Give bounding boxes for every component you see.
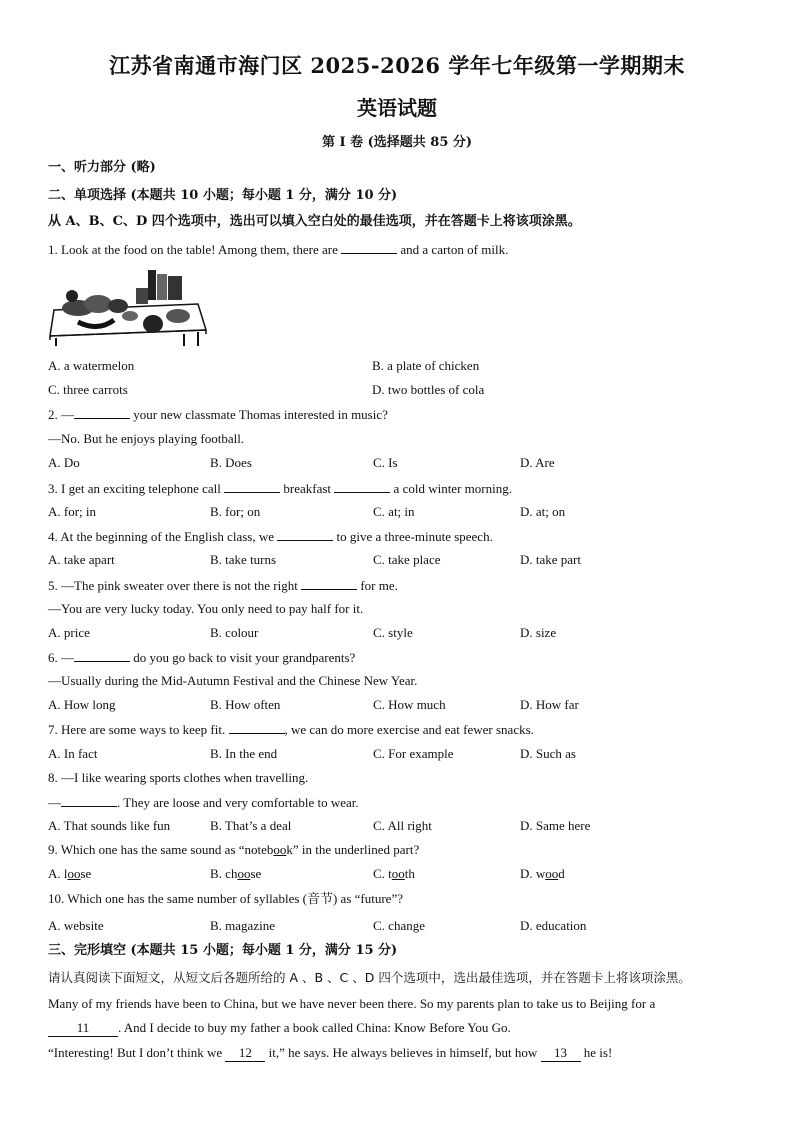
q4-option-d: D. take part (520, 552, 582, 567)
q8-option-c: C. All right (373, 818, 432, 833)
question-1: 1. Look at the food on the table! Among them, there are and a carton of milk. (48, 242, 509, 257)
q10-option-a: A. website (48, 918, 104, 933)
question-9: 9. Which one has the same sound as “notebook” in the underlined part? (48, 842, 420, 857)
passage-line-2: 11 . And I decide to buy my father a book called China: Know Before You Go. (48, 1020, 511, 1037)
q7-option-b: B. In the end (210, 746, 278, 761)
answer-blank (61, 794, 117, 807)
q4-option-c: C. take place (373, 552, 441, 567)
q9-option-d: D. wood (520, 866, 565, 881)
question-5: 5. —The pink sweater over there is not the right for me. (48, 578, 398, 593)
q1-option-b: B. a plate of chicken (372, 358, 480, 373)
food-table-illustration (48, 264, 208, 348)
q9-option-c: C. tooth (373, 866, 415, 881)
cloze-instructions: 请认真阅读下面短文，从短文后各题所给的 A 、B 、C 、D 四个选项中，选出最佳选项，并在答题卡上将该项涂黑。 (48, 970, 691, 985)
q10-option-d: D. education (520, 918, 587, 933)
q5-option-b: B. colour (210, 625, 259, 640)
volume-heading: 第 I 卷 (选择题共 85 分) (321, 135, 473, 150)
section-single-choice: 二、单项选择 (本题共 10 小题；每小题 1 分，满分 10 分) (48, 188, 398, 203)
q5-option-c: C. style (373, 625, 413, 640)
section-cloze: 三、完形填空 (本题共 15 小题；每小题 1 分，满分 15 分) (48, 943, 398, 958)
q7-option-a: A. In fact (48, 746, 98, 761)
question-2-response: —No. But he enjoys playing football. (48, 431, 245, 446)
q8-option-b: B. That’s a deal (210, 818, 292, 833)
q6-option-c: C. How much (373, 697, 446, 712)
q3-option-c: C. at; in (373, 504, 415, 519)
q7-option-c: C. For example (373, 746, 454, 761)
q4-option-b: B. take turns (210, 552, 277, 567)
cloze-blank-11: 11 (48, 1020, 118, 1037)
question-4: 4. At the beginning of the English class, we to give a three-minute speech. (48, 529, 493, 544)
exam-subject: 英语试题 (357, 96, 437, 120)
answer-blank (334, 480, 390, 493)
q5-option-d: D. size (520, 625, 557, 640)
question-5-response: —You are very lucky today. You only need to pay half for it. (48, 601, 364, 616)
q4-option-a: A. take apart (48, 552, 115, 567)
q8-option-d: D. Same here (520, 818, 591, 833)
answer-blank (74, 649, 130, 662)
section-listening: 一、听力部分 (略) (48, 160, 156, 175)
q7-option-d: D. Such as (520, 746, 576, 761)
q2-option-b: B. Does (210, 455, 252, 470)
q9-option-b: B. choose (210, 866, 262, 881)
exam-title: 江苏省南通市海门区 2025-2026 学年七年级第一学期期末 (109, 53, 685, 78)
question-6-response: —Usually during the Mid-Autumn Festival and the Chinese New Year. (48, 673, 418, 688)
question-3: 3. I get an exciting telephone call breakfast a cold winter morning. (48, 481, 512, 496)
section-instructions: 从 A、B、C、D 四个选项中，选出可以填入空白处的最佳选项，并在答题卡上将该项涂黑。 (48, 214, 581, 229)
answer-blank (224, 480, 280, 493)
answer-blank (341, 241, 397, 254)
q9-option-a: A. loose (48, 866, 92, 881)
answer-blank (74, 406, 130, 419)
answer-blank (229, 721, 285, 734)
cloze-blank-13: 13 (541, 1045, 581, 1062)
q1-option-c: C. three carrots (48, 382, 128, 397)
q1-option-d: D. two bottles of cola (372, 382, 485, 397)
question-2: 2. — your new classmate Thomas interested in music? (48, 407, 388, 422)
q10-option-b: B. magazine (210, 918, 275, 933)
q3-option-a: A. for; in (48, 504, 97, 519)
q1-option-a: A. a watermelon (48, 358, 135, 373)
q2-option-c: C. Is (373, 455, 398, 470)
q10-option-c: C. change (373, 918, 425, 933)
question-6: 6. — do you go back to visit your grandparents? (48, 650, 356, 665)
q3-option-b: B. for; on (210, 504, 261, 519)
q6-option-b: B. How often (210, 697, 281, 712)
question-10: 10. Which one has the same number of syllables (音节) as “future”? (48, 891, 403, 906)
question-7: 7. Here are some ways to keep fit. , we can do more exercise and eat fewer snacks. (48, 722, 534, 737)
q6-option-d: D. How far (520, 697, 579, 712)
q2-option-d: D. Are (520, 455, 555, 470)
passage-line-1: Many of my friends have been to China, but we have never been there. So my parents plan to take us to Beijing for a (48, 996, 656, 1011)
q3-option-d: D. at; on (520, 504, 566, 519)
answer-blank (277, 528, 333, 541)
question-8: 8. —I like wearing sports clothes when travelling. (48, 770, 309, 785)
q5-option-a: A. price (48, 625, 90, 640)
answer-blank (301, 577, 357, 590)
q2-option-a: A. Do (48, 455, 80, 470)
passage-line-3: “Interesting! But I don’t think we 12 it,” he says. He always believes in himself, but how 13 he is! (48, 1045, 613, 1060)
cloze-blank-12: 12 (225, 1045, 265, 1062)
question-8-response: — . They are loose and very comfortable to wear. (48, 795, 359, 810)
q6-option-a: A. How long (48, 697, 116, 712)
q8-option-a: A. That sounds like fun (48, 818, 171, 833)
